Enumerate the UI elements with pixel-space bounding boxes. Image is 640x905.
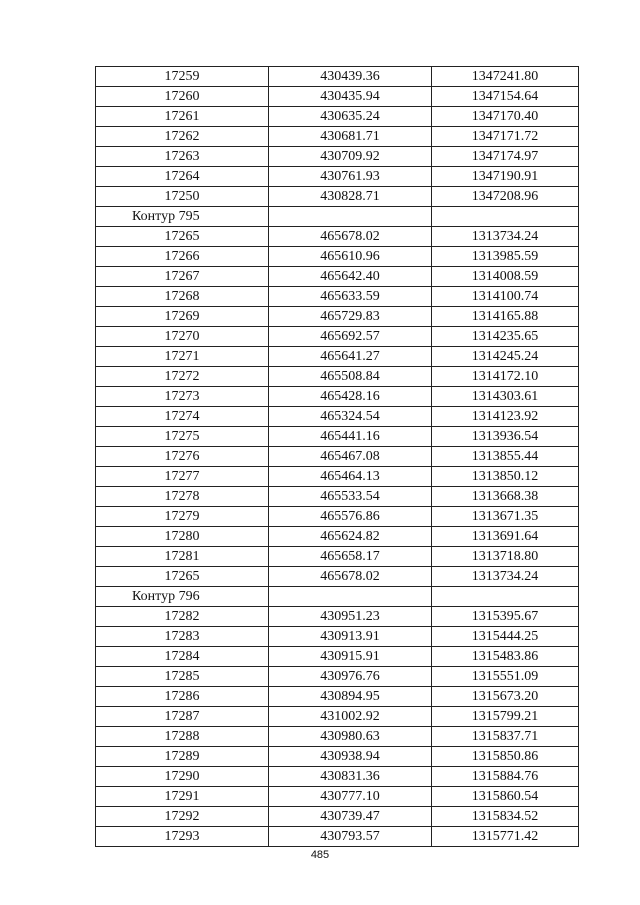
table-row — [96, 647, 579, 667]
point-number-cell: 17273 — [96, 387, 269, 407]
empty-cell — [432, 587, 579, 607]
point-number-cell: 17267 — [96, 267, 269, 287]
x-coordinate-cell: 465467.08 — [269, 447, 432, 467]
x-coordinate-cell: 430681.71 — [269, 127, 432, 147]
table-row — [96, 367, 579, 387]
table-row — [96, 447, 579, 467]
y-coordinate-cell: 1347170.40 — [432, 107, 579, 127]
y-coordinate-cell: 1347174.97 — [432, 147, 579, 167]
table-row — [96, 567, 579, 587]
table-row — [96, 427, 579, 447]
table-row — [96, 327, 579, 347]
y-coordinate-cell: 1313734.24 — [432, 567, 579, 587]
x-coordinate-cell: 430739.47 — [269, 807, 432, 827]
point-number-cell: 17292 — [96, 807, 269, 827]
y-coordinate-cell: 1313850.12 — [432, 467, 579, 487]
table-row — [96, 727, 579, 747]
coordinates-sheet — [95, 66, 577, 847]
table-row — [96, 807, 579, 827]
y-coordinate-cell: 1313734.24 — [432, 227, 579, 247]
point-number-cell: 17271 — [96, 347, 269, 367]
table-row — [96, 767, 579, 787]
table-row — [96, 147, 579, 167]
y-coordinate-cell: 1347208.96 — [432, 187, 579, 207]
point-number-cell: 17265 — [96, 567, 269, 587]
y-coordinate-cell: 1313985.59 — [432, 247, 579, 267]
point-number-cell: 17278 — [96, 487, 269, 507]
point-number-cell: 17290 — [96, 767, 269, 787]
y-coordinate-cell: 1315673.20 — [432, 687, 579, 707]
table-row — [96, 387, 579, 407]
contour-header-row — [96, 207, 579, 227]
x-coordinate-cell: 465533.54 — [269, 487, 432, 507]
table-row — [96, 287, 579, 307]
y-coordinate-cell: 1313936.54 — [432, 427, 579, 447]
x-coordinate-cell: 465441.16 — [269, 427, 432, 447]
point-number-cell: 17293 — [96, 827, 269, 847]
y-coordinate-cell: 1315884.76 — [432, 767, 579, 787]
y-coordinate-cell: 1315799.21 — [432, 707, 579, 727]
point-number-cell: 17276 — [96, 447, 269, 467]
y-coordinate-cell: 1315483.86 — [432, 647, 579, 667]
x-coordinate-cell: 430951.23 — [269, 607, 432, 627]
point-number-cell: 17272 — [96, 367, 269, 387]
y-coordinate-cell: 1313691.64 — [432, 527, 579, 547]
y-coordinate-cell: 1315771.42 — [432, 827, 579, 847]
x-coordinate-cell: 465678.02 — [269, 227, 432, 247]
x-coordinate-cell: 430635.24 — [269, 107, 432, 127]
table-row — [96, 507, 579, 527]
x-coordinate-cell: 430980.63 — [269, 727, 432, 747]
empty-cell — [269, 587, 432, 607]
y-coordinate-cell: 1347241.80 — [432, 67, 579, 87]
x-coordinate-cell: 430435.94 — [269, 87, 432, 107]
table-row — [96, 227, 579, 247]
x-coordinate-cell: 430793.57 — [269, 827, 432, 847]
table-row — [96, 267, 579, 287]
y-coordinate-cell: 1315444.25 — [432, 627, 579, 647]
x-coordinate-cell: 465610.96 — [269, 247, 432, 267]
point-number-cell: 17284 — [96, 647, 269, 667]
point-number-cell: 17270 — [96, 327, 269, 347]
y-coordinate-cell: 1314008.59 — [432, 267, 579, 287]
y-coordinate-cell: 1315834.52 — [432, 807, 579, 827]
y-coordinate-cell: 1313718.80 — [432, 547, 579, 567]
point-number-cell: 17281 — [96, 547, 269, 567]
table-row — [96, 547, 579, 567]
y-coordinate-cell: 1315860.54 — [432, 787, 579, 807]
point-number-cell: 17283 — [96, 627, 269, 647]
table-row — [96, 467, 579, 487]
table-row — [96, 627, 579, 647]
page-number: 485 — [310, 849, 330, 861]
table-row — [96, 247, 579, 267]
point-number-cell: 17250 — [96, 187, 269, 207]
point-number-cell: 17286 — [96, 687, 269, 707]
x-coordinate-cell: 465729.83 — [269, 307, 432, 327]
y-coordinate-cell: 1347190.91 — [432, 167, 579, 187]
table-row — [96, 527, 579, 547]
point-number-cell: 17262 — [96, 127, 269, 147]
point-number-cell: 17285 — [96, 667, 269, 687]
x-coordinate-cell: 430976.76 — [269, 667, 432, 687]
point-number-cell: 17275 — [96, 427, 269, 447]
y-coordinate-cell: 1315395.67 — [432, 607, 579, 627]
table-row — [96, 707, 579, 727]
x-coordinate-cell: 465658.17 — [269, 547, 432, 567]
table-row — [96, 407, 579, 427]
x-coordinate-cell: 465641.27 — [269, 347, 432, 367]
x-coordinate-cell: 465464.13 — [269, 467, 432, 487]
y-coordinate-cell: 1313668.38 — [432, 487, 579, 507]
x-coordinate-cell: 465633.59 — [269, 287, 432, 307]
x-coordinate-cell: 431002.92 — [269, 707, 432, 727]
y-coordinate-cell: 1314165.88 — [432, 307, 579, 327]
point-number-cell: 17259 — [96, 67, 269, 87]
table-row — [96, 347, 579, 367]
y-coordinate-cell: 1347171.72 — [432, 127, 579, 147]
y-coordinate-cell: 1314123.92 — [432, 407, 579, 427]
table-row — [96, 687, 579, 707]
point-number-cell: 17282 — [96, 607, 269, 627]
point-number-cell: 17287 — [96, 707, 269, 727]
point-number-cell: 17268 — [96, 287, 269, 307]
point-number-cell: 17289 — [96, 747, 269, 767]
table-row — [96, 87, 579, 107]
empty-cell — [432, 207, 579, 227]
table-row — [96, 827, 579, 847]
x-coordinate-cell: 465624.82 — [269, 527, 432, 547]
table-row — [96, 67, 579, 87]
y-coordinate-cell: 1315850.86 — [432, 747, 579, 767]
point-number-cell: 17280 — [96, 527, 269, 547]
contour-label: Контур 795 — [96, 207, 269, 227]
point-number-cell: 17266 — [96, 247, 269, 267]
x-coordinate-cell: 465324.54 — [269, 407, 432, 427]
y-coordinate-cell: 1315837.71 — [432, 727, 579, 747]
y-coordinate-cell: 1347154.64 — [432, 87, 579, 107]
point-number-cell: 17274 — [96, 407, 269, 427]
coordinates-table-body — [96, 67, 579, 847]
y-coordinate-cell: 1313855.44 — [432, 447, 579, 467]
x-coordinate-cell: 430828.71 — [269, 187, 432, 207]
contour-header-row — [96, 587, 579, 607]
x-coordinate-cell: 430777.10 — [269, 787, 432, 807]
table-row — [96, 127, 579, 147]
x-coordinate-cell: 465692.57 — [269, 327, 432, 347]
x-coordinate-cell: 465508.84 — [269, 367, 432, 387]
point-number-cell: 17277 — [96, 467, 269, 487]
table-row — [96, 607, 579, 627]
point-number-cell: 17263 — [96, 147, 269, 167]
x-coordinate-cell: 430915.91 — [269, 647, 432, 667]
y-coordinate-cell: 1314235.65 — [432, 327, 579, 347]
point-number-cell: 17260 — [96, 87, 269, 107]
point-number-cell: 17269 — [96, 307, 269, 327]
y-coordinate-cell: 1314303.61 — [432, 387, 579, 407]
x-coordinate-cell: 465678.02 — [269, 567, 432, 587]
table-row — [96, 167, 579, 187]
empty-cell — [269, 207, 432, 227]
table-row — [96, 307, 579, 327]
y-coordinate-cell: 1313671.35 — [432, 507, 579, 527]
contour-label: Контур 796 — [96, 587, 269, 607]
table-row — [96, 187, 579, 207]
x-coordinate-cell: 430894.95 — [269, 687, 432, 707]
point-number-cell: 17264 — [96, 167, 269, 187]
point-number-cell: 17279 — [96, 507, 269, 527]
point-number-cell: 17261 — [96, 107, 269, 127]
y-coordinate-cell: 1314100.74 — [432, 287, 579, 307]
x-coordinate-cell: 430831.36 — [269, 767, 432, 787]
y-coordinate-cell: 1314172.10 — [432, 367, 579, 387]
point-number-cell: 17288 — [96, 727, 269, 747]
x-coordinate-cell: 465642.40 — [269, 267, 432, 287]
point-number-cell: 17265 — [96, 227, 269, 247]
x-coordinate-cell: 430439.36 — [269, 67, 432, 87]
table-row — [96, 107, 579, 127]
table-row — [96, 747, 579, 767]
x-coordinate-cell: 430913.91 — [269, 627, 432, 647]
x-coordinate-cell: 465428.16 — [269, 387, 432, 407]
x-coordinate-cell: 430761.93 — [269, 167, 432, 187]
point-number-cell: 17291 — [96, 787, 269, 807]
x-coordinate-cell: 465576.86 — [269, 507, 432, 527]
y-coordinate-cell: 1315551.09 — [432, 667, 579, 687]
table-row — [96, 787, 579, 807]
coordinates-table — [95, 66, 579, 847]
x-coordinate-cell: 430938.94 — [269, 747, 432, 767]
table-row — [96, 667, 579, 687]
table-row — [96, 487, 579, 507]
x-coordinate-cell: 430709.92 — [269, 147, 432, 167]
y-coordinate-cell: 1314245.24 — [432, 347, 579, 367]
